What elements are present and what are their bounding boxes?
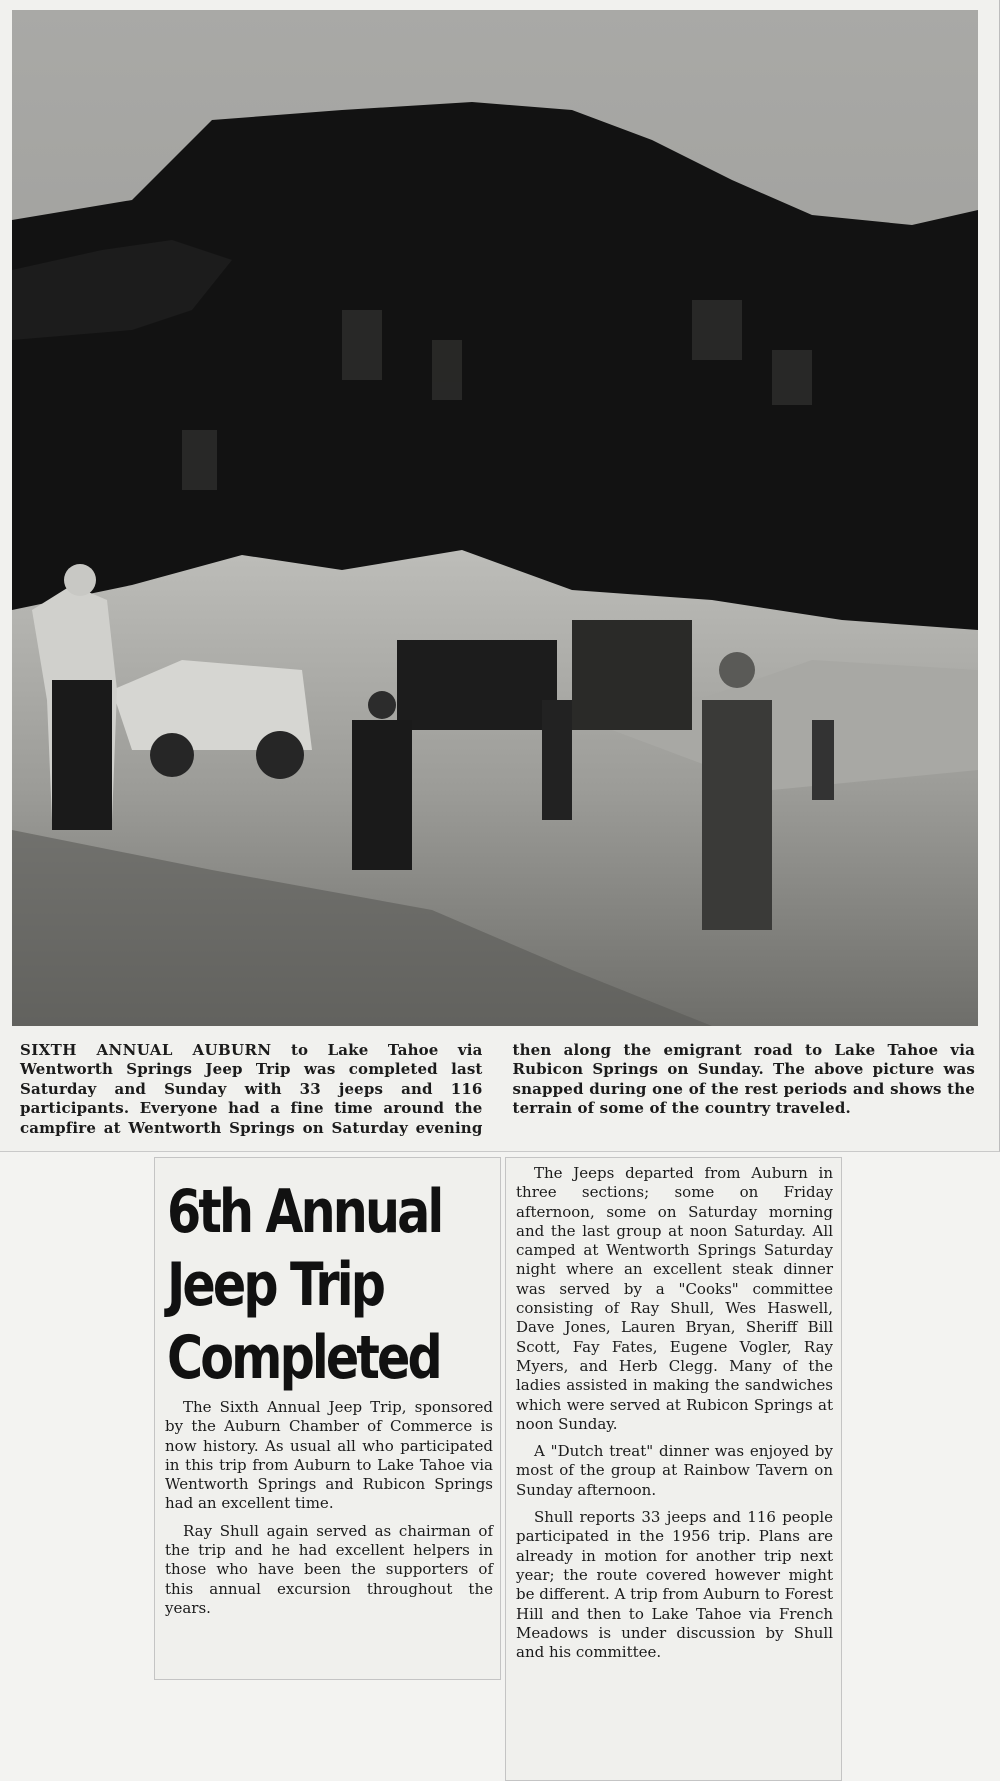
article-paragraph: A "Dutch treat" dinner was enjoyed by most of the group at Rainbow Tavern on Sunday afternoon. (516, 1442, 833, 1499)
photo-caption (20, 1041, 975, 1138)
article-body-left (165, 1398, 493, 1626)
headline-line-3: Completed (167, 1323, 440, 1393)
article-paragraph: The Sixth Annual Jeep Trip, sponsored by the Auburn Chamber of Commerce is now history. As usual all who participated in this trip from Auburn to Lake Tahoe via Wentworth Springs and Rubicon Springs had an excellent time. (165, 1398, 493, 1513)
article-left-clipping (154, 1157, 501, 1680)
headline-line-1: 6th Annual (167, 1177, 442, 1247)
headline-line-2: Jeep Trip (167, 1250, 384, 1320)
caption-text: to Lake Tahoe via Wentworth Springs Jeep Trip was completed last Saturday and Sunday with 33 jeeps and 116 participants. Everyone had a fine time around the campfire at Wentworth Springs on Saturday evening then along the emigrant road to Lake Tahoe via Rubicon Springs on Sunday. The above picture was snapped during one of the rest periods and shows the terrain of some of the country traveled. (20, 1041, 975, 1137)
article-paragraph: Ray Shull again served as chairman of the trip and he had excellent helpers in those who have been the supporters of this annual excursion throughout the years. (165, 1521, 493, 1617)
news-photo (12, 10, 978, 1026)
caption-lead: SIXTH ANNUAL AUBURN (20, 1041, 272, 1059)
article-body-right (505, 1157, 842, 1781)
photo-jeeps-campsite-icon (12, 10, 978, 1026)
article-paragraph: Shull reports 33 jeeps and 116 people participated in the 1956 trip. Plans are already in motion for another trip next year; the route covered however might be different. A trip from Auburn to Forest Hill and then to Lake Tahoe via French Meadows is under discussion by Shull and his committee. (516, 1508, 833, 1662)
article-paragraph: The Jeeps departed from Auburn in three sections; some on Friday afternoon, some on Saturday morning and the last group at noon Saturday. All camped at Wentworth Springs Saturday night where an excellent steak dinner was served by a "Cooks" committee consisting of Ray Shull, Wes Haswell, Dave Jones, Lauren Bryan, Sheriff Bill Scott, Fay Fates, Eugene Vogler, Ray Myers, and Herb Clegg. Many of the ladies assisted in making the sandwiches which were served at Rubicon Springs at noon Sunday. (516, 1164, 833, 1433)
headline (167, 1176, 442, 1395)
